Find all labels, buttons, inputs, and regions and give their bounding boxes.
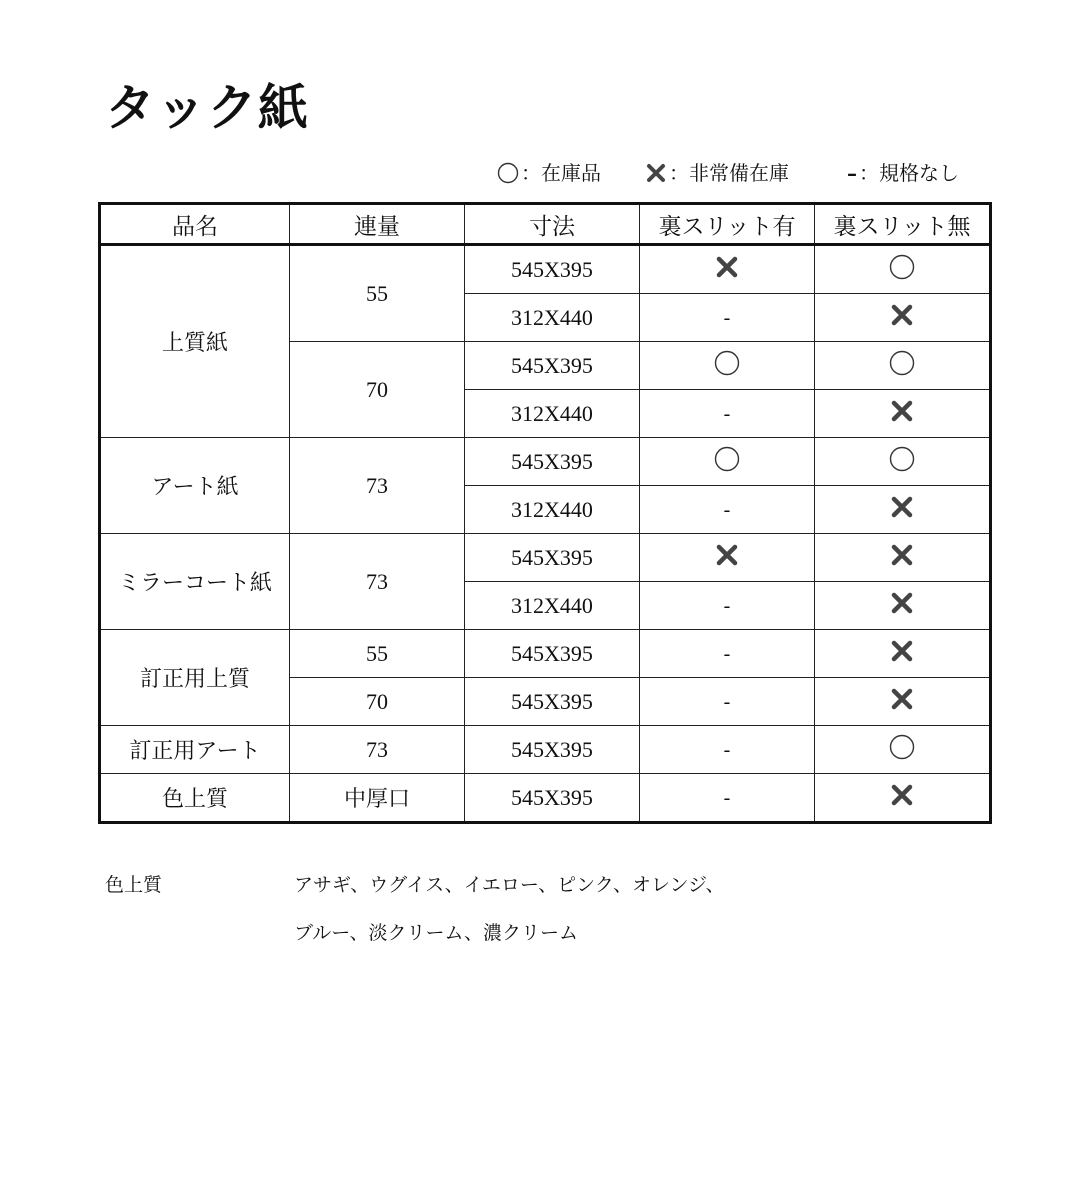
with-slit-cell [640,342,815,390]
header-with-back-slit: 裏スリット有 [640,204,815,245]
legend-no-spec [847,158,959,188]
with-slit-cell [640,726,815,774]
dimension-cell: 312X440 [465,294,640,342]
product-name-cell: 上質紙 [100,245,290,438]
table-row [100,245,991,294]
no-spec-dash: - [723,691,731,713]
dimension-cell: 545X395 [465,245,640,294]
product-name-cell: 訂正用アート [100,726,290,774]
legend-non-regular-stock-label: ：非常備在庫 [669,161,789,185]
in-stock-circle-icon [889,446,915,472]
no-spec-dash: - [723,499,731,521]
basis-weight-cell: 55 [290,630,465,678]
non-stock-cross-icon [889,542,915,568]
legend-in-stock-label: ：在庫品 [521,161,601,185]
table-row [100,726,991,774]
dimension-cell: 312X440 [465,390,640,438]
product-name-cell: ミラーコート紙 [100,534,290,630]
with-slit-cell [640,486,815,534]
dimension-cell: 545X395 [465,774,640,823]
without-slit-cell [815,582,991,630]
non-stock-cross-icon [714,542,740,568]
in-stock-circle-icon [889,254,915,280]
non-stock-cross-icon [714,254,740,280]
no-spec-dash: - [723,787,731,809]
non-stock-cross-icon [889,638,915,664]
with-slit-cell [640,774,815,823]
non-stock-cross-icon [889,782,915,808]
in-stock-circle-icon [714,350,740,376]
dimension-cell: 545X395 [465,438,640,486]
page-title: タック紙 [105,79,309,137]
with-slit-cell [640,678,815,726]
no-spec-dash: - [723,403,731,425]
table-row [100,438,991,486]
without-slit-cell [815,630,991,678]
table-row [100,534,991,582]
without-slit-cell [815,534,991,582]
non-stock-cross-icon [889,398,915,424]
in-stock-circle-icon [714,446,740,472]
dash-icon: – [847,161,857,185]
dimension-cell: 312X440 [465,486,640,534]
note-colors-line-2: ブルー、淡クリーム、濃クリーム [294,922,579,944]
non-stock-cross-icon [889,686,915,712]
legend-in-stock [497,158,601,188]
in-stock-circle-icon [889,350,915,376]
basis-weight-cell: 中厚口 [290,774,465,823]
basis-weight-cell: 55 [290,245,465,342]
without-slit-cell [815,726,991,774]
dimension-cell: 545X395 [465,534,640,582]
note-label: 色上質 [105,874,163,896]
basis-weight-cell: 70 [290,678,465,726]
without-slit-cell [815,245,991,294]
with-slit-cell [640,438,815,486]
cross-icon [645,162,667,184]
non-stock-cross-icon [889,302,915,328]
basis-weight-cell: 73 [290,534,465,630]
table-row [100,630,991,678]
tack-paper-table [98,202,992,824]
with-slit-cell [640,582,815,630]
legend-non-regular-stock [645,158,789,188]
non-stock-cross-icon [889,494,915,520]
header-without-back-slit: 裏スリット無 [815,204,991,245]
circle-icon [497,162,519,184]
dimension-cell: 545X395 [465,342,640,390]
without-slit-cell [815,438,991,486]
without-slit-cell [815,486,991,534]
no-spec-dash: - [723,595,731,617]
basis-weight-cell: 73 [290,726,465,774]
dimension-cell: 545X395 [465,630,640,678]
with-slit-cell [640,390,815,438]
with-slit-cell [640,245,815,294]
basis-weight-cell: 70 [290,342,465,438]
header-basis-weight: 連量 [290,204,465,245]
non-stock-cross-icon [889,590,915,616]
without-slit-cell [815,294,991,342]
table-row [100,774,991,823]
dimension-cell: 312X440 [465,582,640,630]
without-slit-cell [815,342,991,390]
dimension-cell: 545X395 [465,726,640,774]
with-slit-cell [640,630,815,678]
no-spec-dash: - [723,643,731,665]
header-product-name: 品名 [100,204,290,245]
without-slit-cell [815,390,991,438]
legend-no-spec-label: ：規格なし [859,161,959,185]
in-stock-circle-icon [889,734,915,760]
product-name-cell: 色上質 [100,774,290,823]
with-slit-cell [640,534,815,582]
without-slit-cell [815,678,991,726]
without-slit-cell [815,774,991,823]
table-header-row [100,204,991,245]
note-colors-line-1: アサギ、ウグイス、イエロー、ピンク、オレンジ、 [294,874,725,896]
with-slit-cell [640,294,815,342]
header-dimensions: 寸法 [465,204,640,245]
dimension-cell: 545X395 [465,678,640,726]
no-spec-dash: - [723,307,731,329]
product-name-cell: アート紙 [100,438,290,534]
product-name-cell: 訂正用上質 [100,630,290,726]
no-spec-dash: - [723,739,731,761]
basis-weight-cell: 73 [290,438,465,534]
